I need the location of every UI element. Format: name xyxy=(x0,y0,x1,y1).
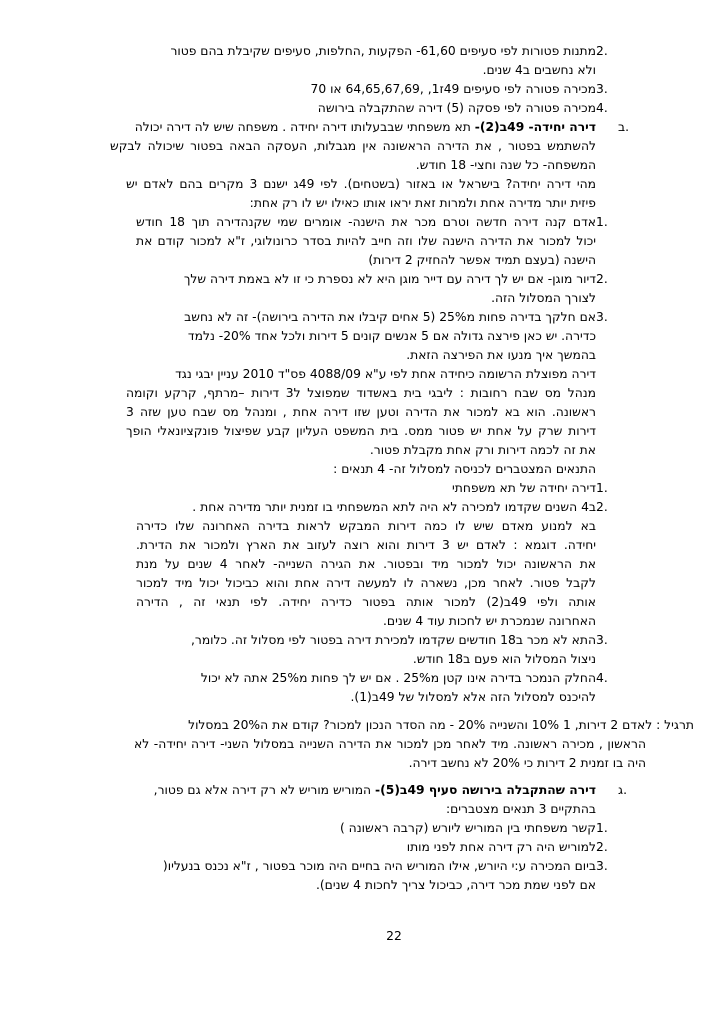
text-line: יכול למכור את הדירה הישנה שלו וזה חייב להיות בסדר כרונולוגי, ז"א למכור קודם את xyxy=(136,234,596,248)
text-line: החלק הנמכר בדירה אינו קטן מ25% . אם יש לך פחות מ25% אתה לא יכול xyxy=(200,671,596,685)
text-line: מכירה פטורה לפי פסקה (5) דירה שהתקבלה בירושה xyxy=(317,101,596,115)
text-line: המשפחה- כל שנה וחצי- 18 חודש. xyxy=(415,158,596,172)
text-line: בהתקיים 3 תנאים מצטברים: xyxy=(445,802,596,816)
text-line: ב4 השנים שקדמו למכירה לא היה לתא המשפחתי בו זמנית יותר מדירה אחת . xyxy=(192,500,596,514)
text-line: לצורך המסלול הזה. xyxy=(491,291,596,305)
list-marker: 1. xyxy=(596,821,608,835)
text-line: התא לא מכר ב18 חודשים שקדמו למכירת דירה בפטור לפי מסלול זה. כלומר, xyxy=(190,633,596,647)
text-line: אדם קנה דירה חדשה וטרם מכר את הישנה- אומרים שמי שקנהדירה תוך 18 חודש xyxy=(136,215,597,229)
section-b-heading: דירה יחידה- 49ב(2)- xyxy=(474,120,596,134)
section-g-first-line xyxy=(110,782,596,799)
text-line: אם חלקך בדירה פחות מ25% (5 אחים קיבלו את הדירה בירושה)- זה לא נחשב xyxy=(184,310,596,324)
text-line: מנהל מס שבח רחובות : ליבגי בית באשדוד שמפוצל ל3 דירות –מרתף, קרקע וקומה xyxy=(126,386,597,400)
list-marker: 4. xyxy=(596,101,608,115)
text-line: התנאים המצטברים לכניסה למסלול זה- 4 תנאים : xyxy=(333,462,596,476)
text-line: להיכנס למסלול הזה אלא למסלול של 49ב(1). xyxy=(350,690,596,704)
list-marker: 2. xyxy=(596,272,608,286)
text-line: תא משפחתי שבבעלותו דירה יחידה . משפחה שיש לה דירה יכולה xyxy=(134,120,471,134)
text-line: ניצול המסלול הוא פעם ב18 חודש. xyxy=(412,652,596,666)
section-g-heading: דירה שהתקבלה בירושה סעיף 49ב(5)- xyxy=(375,783,596,797)
text-line: את זה לכמה דירות ורק אחת מקבלת פטור. xyxy=(369,443,596,457)
text-line: דיור מוגן- אם יש לך דירה עם דייר מוגן היא לא נספרת כי זו לא באמת דירה שלך xyxy=(183,272,596,286)
list-marker: 3. xyxy=(596,310,608,324)
list-marker: 3. xyxy=(596,859,608,873)
exercise-line: תרגיל : לאדם 2 דירות, 1 10% והשנייה 20% - מה הסדר הנכון למכור? קודם את ה20% במסלול xyxy=(188,718,694,732)
page-number: 22 xyxy=(386,929,402,943)
text-line: את הראשונה יכול למכור מיד ובפטור. את הגירה השנייה- לאחר 4 שנים על מנת xyxy=(136,557,596,571)
text-line: פיזית יותר מדירה אחת ולמרות זאת יראו אותו כאילו יש לו רק אחת: xyxy=(249,196,596,210)
text-line: האחרונה שנמכרת יש לחכות עוד 4 שנים. xyxy=(383,614,596,628)
section-marker: ב. xyxy=(618,120,630,134)
text-line: דירה יחידה של תא משפחתי xyxy=(452,481,596,495)
text-line: מכירה פטורה לפי סעיפים 49ז1, ,64,65,67,69 או 70 xyxy=(310,82,596,96)
text-line: בהמשך איך מנעו את הפירצה הזאת. xyxy=(406,348,596,362)
text-line: מתנות פטורות לפי סעיפים 61,60- הפקעות ,החלפות, סעיפים שקיבלת בהם פטור xyxy=(170,44,596,58)
section-marker: ג. xyxy=(618,783,627,797)
text-line: ביום המכירה ע:י היורש, אילו המוריש היה בחיים היה מוכר בפטור , ז"א נכנס בנעליו( xyxy=(162,859,596,873)
text-line: למוריש היה רק דירה אחת לפני מותו xyxy=(406,840,596,854)
list-marker: 2. xyxy=(596,44,608,58)
text-line: קשר משפחתי בין המוריש ליורש (קרבה ראשונה ) xyxy=(339,821,596,835)
text-line: המוריש מוריש לא רק דירה אלא גם פטור, xyxy=(153,783,372,797)
text-line: הישנה (בעצם תמיד אפשר להחזיק 2 דירות) xyxy=(368,253,596,267)
exercise-line: היה בו זמנית 2 דירות כי 20% לא נחשב דירה. xyxy=(408,756,646,770)
text-line: מהי דירה יחידה? בישראל או באזור (בשטחים). לפי 49ג ישנם 3 מקרים בהם לאדם יש xyxy=(126,177,597,191)
exercise-line: הראשון , מכירה ראשונה. מיד לאחר מכן למכור את הדירה השנייה במסלול השני- דירה יחידה- לא xyxy=(134,737,646,751)
text-line: ראשונה. הוא בא למכור את הדירה וטען שזו דירה אחת , ומנהל מס שבח טען שזה 3 xyxy=(126,405,596,419)
text-line: אם לפני שמת מכר דירה, כביכול צריך לחכות 4 שנים). xyxy=(315,878,596,892)
text-line: דירות שרק על אחת יש פטור ממס. בית המשפט העליון קבע שפיצול פונקציונאלי הופך xyxy=(126,424,596,438)
list-marker: 3. xyxy=(596,82,608,96)
list-marker: 1. xyxy=(596,215,608,229)
list-marker: 2. xyxy=(596,840,608,854)
text-line: לקבל פטור. לאחר מכן, נשארה לו למעשה דירה אחת והוא כביכול יכול מיד למכור xyxy=(136,576,596,590)
text-line: בא למנוע מאדם שיש לו כמה דירות המבקש לראות בדירה האחרונה שלו כדירה xyxy=(136,519,596,533)
text-line: להשתמש בפטור , את הדירה הראשונה אין מגבלות, העסקה הבאה בפטור שיכולה לבקש xyxy=(110,139,596,153)
text-line: ולא נחשבים ב4 שנים. xyxy=(482,63,596,77)
text-line: כדירה. יש כאן פירצה גדולה אם 5 אנשים קונים 5 דירות ולכל אחד 20%- נלמד xyxy=(187,329,596,343)
list-marker: 4. xyxy=(596,671,608,685)
text-line: יחידה. דוגמא : לאדם יש 3 דירות והוא רוצה לעזוב את הארץ ולמכור את הדירת. xyxy=(136,538,597,552)
text-line: אותה ולפי 49ב(2) למכור אותה בפטור כדירה יחידה. לפי תנאי זה , הדירה xyxy=(136,595,596,609)
list-marker: 1. xyxy=(596,481,608,495)
section-b-first-line xyxy=(110,119,596,136)
list-marker: 2. xyxy=(596,500,608,514)
text-line: דירה מפוצלת הרשומה כיחידה אחת לפי ע"א 4088/09 פס"ד 2010 עניין יבגי נגד xyxy=(175,367,596,381)
list-marker: 3. xyxy=(596,633,608,647)
